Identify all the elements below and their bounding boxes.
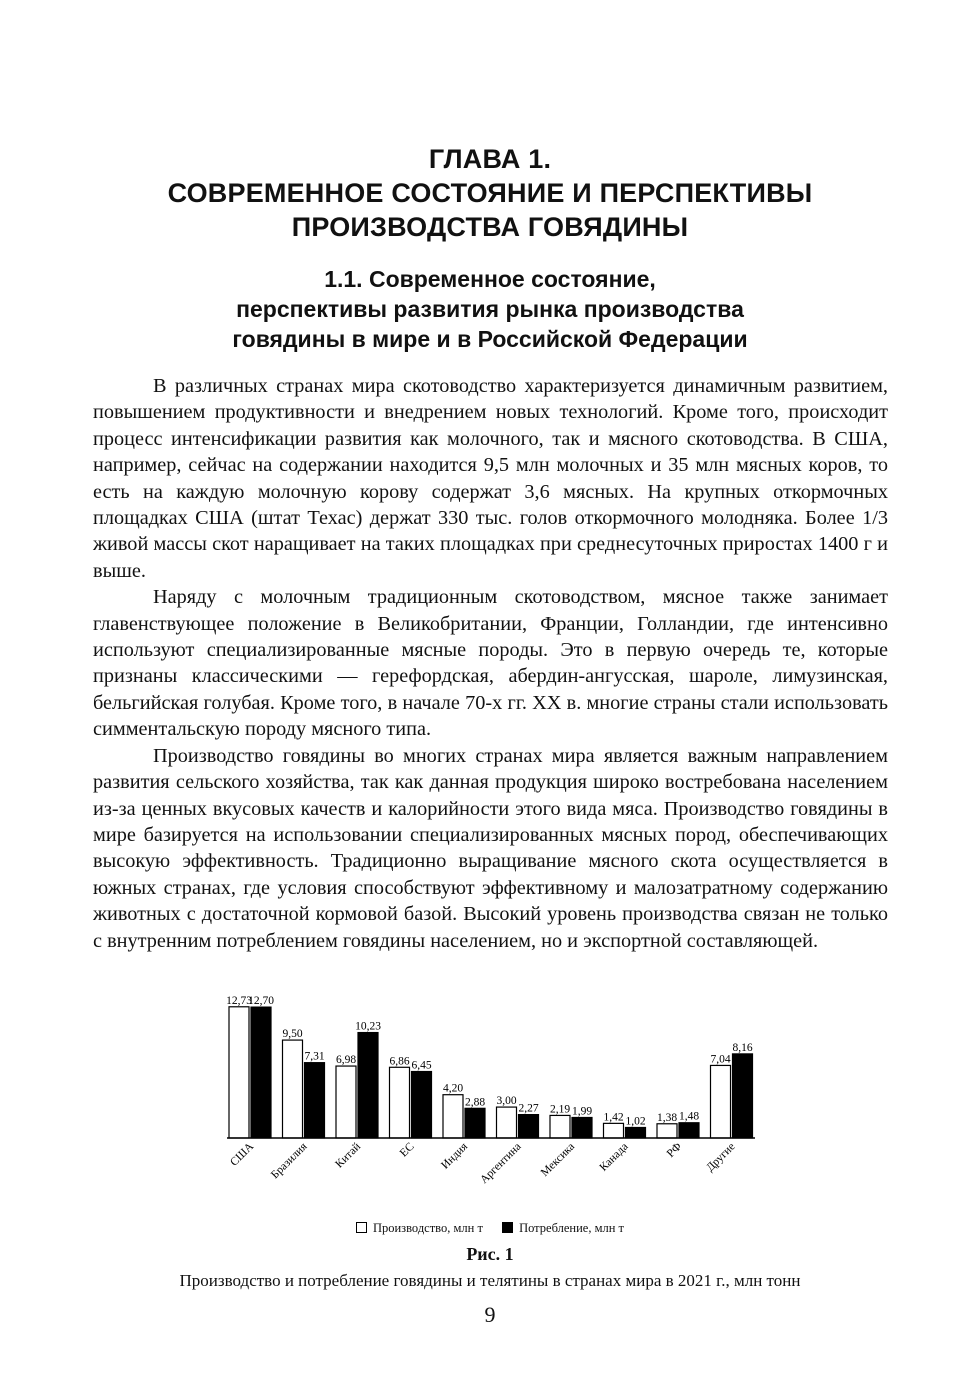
data-label: 6,45 (411, 1059, 432, 1072)
bar-chart (200, 985, 780, 1215)
bar-production (443, 1095, 463, 1138)
data-label: 2,19 (549, 1103, 571, 1116)
data-label: 12,70 (248, 995, 274, 1008)
data-label: 4,20 (442, 1082, 464, 1095)
bar-production (711, 1065, 731, 1138)
paragraph: В различных странах мира скотоводство характеризуется динамичным развитием, повышением продуктивности и внедрением новых технологий. Кроме того, происходит процесс интенсификации развития как молочного, так и мясного скотоводства. В США, например, сейчас на содержании находится 9,5 млн молочных и 35 млн мясных коров, то есть на каждую молочную корову содержат 3,6 мясных. На крупных откормочных площадках США (штат Техас) держат 330 тыс. голов откормочного молодняка. Более 1/3 живой массы скот наращивает на таких площадках при среднесуточных приростах 1400 г и выше. (93, 375, 888, 582)
data-label: 3,00 (496, 1095, 517, 1108)
figure-caption: Производство и потребление говядины и телятины в странах мира в 2021 г., млн тонн (179, 1271, 801, 1290)
category-tick-label: Мексика (538, 1140, 578, 1180)
paragraph: Наряду с молочным традиционным скотоводством, мясное также занимает главенствующее положение в Великобритании, Франции, Голландии, где интенсивно используют специализированные мясные породы. Это в первую очередь те, которые признаны классическими — герефордская, абердин-ангусская, шароле, лимузинская, бельгийская голубая. Кроме того, в начале 70-х гг. XX в. многие страны стали использовать симментальскую породу мясного типа. (93, 586, 888, 741)
bar-production (550, 1115, 570, 1138)
category-tick-label: Канада (597, 1140, 631, 1174)
legend-item-consumption (502, 1221, 624, 1235)
paragraph: Производство говядины во многих странах мира является важным направлением развития сельского хозяйства, так как данная продукция широко востребована населением из-за ценных вкусовых качеств и калорийности этого вида мяса. Производство говядины в мире базируется на использовании специализированных мясных пород, обеспечивающих высокую эффективность. Традиционно выращивание мясного скота осуществляется в южных странах, где условия способствуют эффективному и малозатратному содержанию животных с достаточной кормовой базой. Высокий уровень производства связан не только с внутренним потреблением говядины населением, но и экспортной составляющей. (93, 744, 888, 952)
data-label: 9,50 (282, 1028, 303, 1041)
data-label: 1,02 (625, 1115, 646, 1128)
chapter-title-line-2: ПРОИЗВОДСТВА ГОВЯДИНЫ (291, 212, 689, 242)
data-label: 2,27 (518, 1102, 539, 1115)
data-label: 1,48 (678, 1110, 700, 1123)
data-label: 1,38 (656, 1111, 678, 1124)
category-tick-label: Другие (704, 1140, 738, 1174)
data-label: 8,16 (732, 1041, 753, 1054)
bar-production (336, 1066, 356, 1138)
data-label: 6,86 (389, 1055, 410, 1068)
figure-label: Рис. 1 (466, 1244, 514, 1264)
data-label: 1,42 (603, 1111, 624, 1124)
data-label: 6,98 (335, 1054, 357, 1067)
data-label: 7,31 (304, 1050, 325, 1063)
bar-consumption (305, 1063, 325, 1138)
legend-label-production: Производство, млн т (372, 1221, 483, 1235)
category-tick-label: США (228, 1140, 257, 1169)
section-heading (60, 264, 920, 354)
data-label: 1,99 (571, 1105, 593, 1118)
legend-label-consumption: Потребление, млн т (519, 1221, 625, 1235)
section-title-line-3: говядины в мире и в Российской Федерации (232, 326, 748, 352)
section-title-line-1: 1.1. Современное состояние, (324, 266, 656, 292)
bar-consumption (626, 1127, 646, 1138)
bar-consumption (733, 1054, 753, 1138)
bar-consumption (572, 1117, 592, 1138)
bar-consumption (465, 1108, 485, 1138)
bar-production (390, 1067, 410, 1138)
category-tick-label: Аргентина (478, 1140, 524, 1187)
bar-production (497, 1107, 517, 1138)
data-label: 7,04 (710, 1053, 731, 1066)
body-text (93, 373, 888, 954)
chapter-number: ГЛАВА 1. (428, 144, 552, 174)
bar-consumption (679, 1123, 699, 1138)
data-label: 10,23 (355, 1020, 381, 1033)
legend-swatch-consumption (502, 1222, 513, 1233)
chapter-heading (60, 142, 920, 244)
bar-consumption (412, 1072, 432, 1138)
bar-consumption (358, 1033, 378, 1138)
page-number: 9 (484, 1302, 496, 1327)
bar-consumption (251, 1007, 271, 1138)
bar-production (229, 1007, 249, 1138)
chapter-title-line-1: СОВРЕМЕННОЕ СОСТОЯНИЕ И ПЕРСПЕКТИВЫ (167, 178, 813, 208)
category-tick-label: ЕС (397, 1140, 417, 1160)
legend-item-production (356, 1221, 486, 1235)
bar-production (604, 1123, 624, 1138)
data-label: 12,73 (226, 994, 252, 1007)
section-title-line-2: перспективы развития рынка производства (236, 296, 744, 322)
category-tick-label: Китай (333, 1140, 364, 1171)
data-label: 2,88 (464, 1096, 486, 1109)
bar-production (657, 1124, 677, 1138)
legend-swatch-production (356, 1222, 367, 1233)
chart-legend (200, 1221, 780, 1236)
bar-consumption (519, 1115, 539, 1138)
category-tick-label: РФ (664, 1140, 685, 1160)
bar-production (283, 1040, 303, 1138)
category-tick-label: Бразилия (269, 1140, 310, 1182)
category-tick-label: Индия (439, 1140, 471, 1172)
